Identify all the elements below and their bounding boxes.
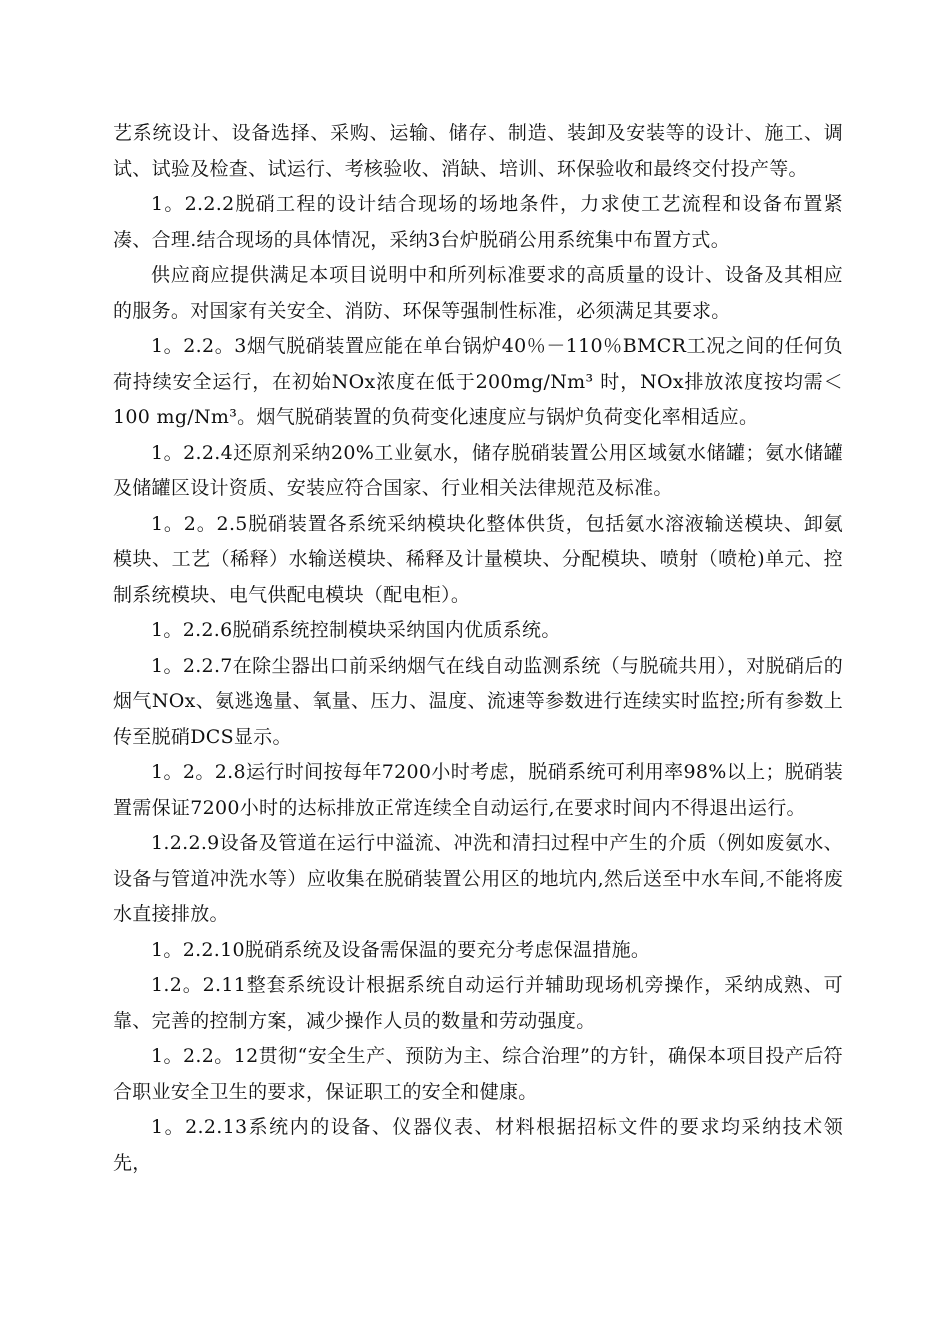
paragraph-1-2-2-13: 1。2.2.13系统内的设备、仪器仪表、材料根据招标文件的要求均采纳技术领先，: [113, 1116, 843, 1174]
paragraph-1-2-2-6: 1。2.2.6脱硝系统控制模块采纳国内优质系统。: [151, 619, 561, 641]
paragraph-1-2-2-8: 1。2。2.8运行时间按每年7200小时考虑，脱硝系统可利用率98%以上；脱硝装置需保证7200小时的达标排放正常连续全自动运行,在要求时间内不得退出运行。: [113, 761, 843, 819]
paragraph-1-2-2-3: 1。2.2。3烟气脱硝装置应能在单台锅炉40％－110％BMCR工况之间的任何负荷持续安全运行，在初始NOx浓度在低于200mg/Nm³ 时，NOx排放浓度按均需＜100 mg/Nm³。烟气脱硝装置的负荷变化速度应与锅炉负荷变化率相适应。: [113, 335, 843, 428]
paragraph-1-2-2-2: 1。2.2.2脱硝工程的设计结合现场的场地条件，力求使工艺流程和设备布置紧凑、合理.结合现场的具体情况，采纳3台炉脱硝公用系统集中布置方式。: [113, 193, 843, 251]
paragraph-1-2-2-7: 1。2.2.7在除尘器出口前采纳烟气在线自动监测系统（与脱硫共用），对脱硝后的烟气NOx、氨逃逸量、氧量、压力、温度、流速等参数进行连续实时监控;所有参数上传至脱硝DCS显示。: [113, 654, 843, 748]
paragraph-continuation: 艺系统设计、设备选择、采购、运输、储存、制造、装卸及安装等的设计、施工、调试、试验及检查、试运行、考核验收、消缺、培训、环保验收和最终交付投产等。: [113, 122, 843, 180]
paragraph-1-2-2-4: 1。2.2.4还原剂采纳20%工业氨水，储存脱硝装置公用区域氨水储罐；氨水储罐及储罐区设计资质、安装应符合国家、行业相关法律规范及标准。: [113, 441, 843, 499]
paragraph-1-2-2-5: 1。2。2.5脱硝装置各系统采纳模块化整体供货，包括氨水溶液输送模块、卸氨模块、工艺（稀释）水输送模块、稀释及计量模块、分配模块、喷射（喷枪)单元、控制系统模块、电气供配电模块（配电柜）。: [113, 512, 843, 606]
paragraph-1-2-2-9: 1.2.2.9设备及管道在运行中溢流、冲洗和清扫过程中产生的介质（例如废氨水、设备与管道冲洗水等）应收集在脱硝装置公用区的地坑内,然后送至中水车间,不能将废水直接排放。: [113, 832, 843, 925]
document-body: [113, 116, 843, 1181]
paragraph-1-2-2-12: 1。2.2。12贯彻“安全生产、预防为主、综合治理”的方针，确保本项目投产后符合职业安全卫生的要求，保证职工的安全和健康。: [113, 1045, 843, 1103]
paragraph-1-2-2-10: 1。2.2.10脱硝系统及设备需保温的要充分考虑保温措施。: [151, 938, 651, 961]
paragraph-supplier-requirements: 供应商应提供满足本项目说明中和所列标准要求的高质量的设计、设备及其相应的服务。对国家有关安全、消防、环保等强制性标准，必须满足其要求。: [113, 264, 843, 322]
paragraph-1-2-2-11: 1.2。2.11整套系统设计根据系统自动运行并辅助现场机旁操作，采纳成熟、可靠、完善的控制方案，减少操作人员的数量和劳动强度。: [113, 974, 843, 1032]
